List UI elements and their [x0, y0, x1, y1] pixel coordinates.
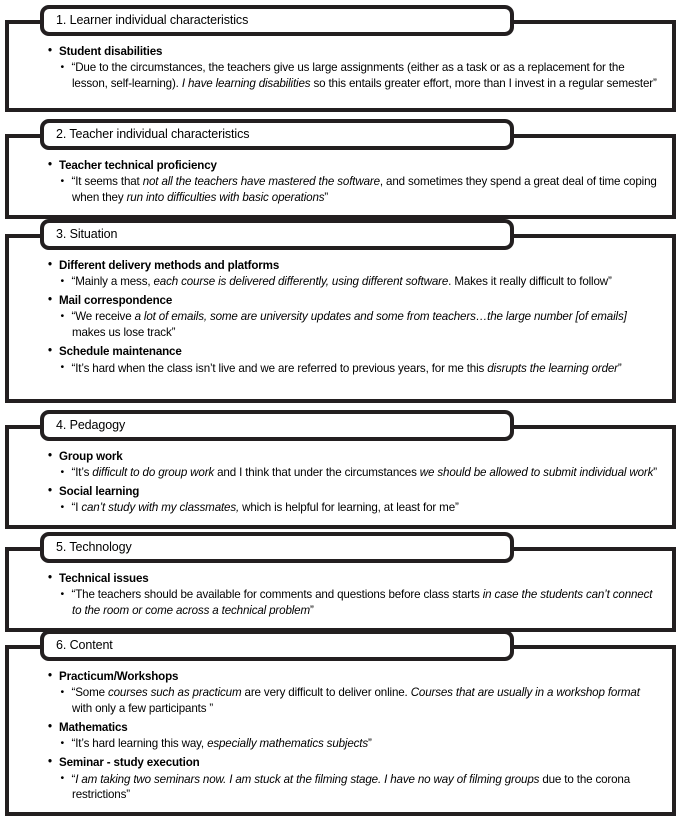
quote-emphasis: especially mathematics subjects	[207, 737, 369, 751]
quote-text: , and sometimes they spend a great deal of time coping when they	[72, 175, 657, 205]
quote-text: ”	[653, 466, 657, 480]
category-header-tab-6	[40, 630, 514, 661]
theme-label: • Social learning	[48, 484, 658, 499]
theme-group	[48, 344, 658, 376]
quote-text: “I	[71, 501, 82, 515]
quote-emphasis: run into difficulties with basic operations	[126, 191, 325, 205]
quote-emphasis: we should be allowed to submit individual work	[419, 466, 654, 480]
theme-quote	[48, 309, 658, 341]
theme-group	[48, 484, 658, 516]
quote-text: “It seems that	[71, 175, 143, 189]
theme-quote	[48, 361, 658, 377]
category-header-tab-1	[40, 5, 514, 36]
theme-group	[48, 755, 658, 803]
quote-text: “We receive	[71, 310, 135, 324]
theme-label: • Mail correspondence	[48, 293, 658, 308]
theme-group	[48, 720, 658, 752]
category-section-3	[5, 227, 676, 403]
theme-label: • Practicum/Workshops	[48, 669, 658, 684]
theme-quote	[48, 500, 658, 516]
quote-text: are very difficult to deliver online.	[241, 686, 411, 700]
theme-group	[48, 669, 658, 717]
theme-group	[48, 571, 658, 619]
theme-group	[48, 44, 658, 92]
theme-label: • Student disabilities	[48, 44, 658, 59]
category-section-2	[5, 127, 676, 219]
category-body-3	[9, 238, 672, 385]
category-header-label: 4. Pedagogy	[56, 418, 126, 433]
category-body-6	[9, 649, 672, 812]
quote-emphasis: not all the teachers have mastered the software	[142, 175, 380, 189]
category-section-4	[5, 418, 676, 529]
quote-text: “It’s hard learning this way,	[71, 737, 208, 751]
theme-group	[48, 158, 658, 206]
theme-quote	[48, 772, 658, 804]
quote-emphasis: each course is delivered differently, using different software	[153, 275, 449, 289]
quote-emphasis: disrupts the learning order	[487, 361, 618, 375]
quote-emphasis: difficult to do group work	[92, 466, 215, 480]
quote-emphasis: I have learning disabilities	[181, 77, 311, 91]
quote-text: . Makes it really difficult to follow”	[448, 275, 612, 289]
category-header-label: 6. Content	[56, 638, 113, 653]
quote-text: “It’s hard when the class isn’t live and we are referred to previous years, for me this	[71, 361, 488, 375]
theme-group	[48, 449, 658, 481]
quote-text: “Some	[71, 686, 108, 700]
quote-text: “Due to the circumstances, the teachers give us large assignments (either as a task or as a replacement for the lesson, self-learning).	[71, 61, 625, 91]
theme-label: • Different delivery methods and platforms	[48, 258, 658, 273]
theme-group	[48, 258, 658, 290]
quote-emphasis: courses such as practicum	[107, 686, 242, 700]
category-header-tab-4	[40, 410, 514, 441]
quote-text: “The teachers should be available for comments and questions before class starts	[71, 588, 483, 602]
quote-text: ”	[368, 737, 372, 751]
quote-text: makes us lose track”	[72, 326, 176, 340]
theme-quote	[48, 465, 658, 481]
theme-label: • Teacher technical proficiency	[48, 158, 658, 173]
quote-text: “	[71, 772, 76, 786]
quote-emphasis: can’t study with my classmates,	[81, 501, 240, 515]
theme-quote	[48, 174, 658, 206]
category-section-6	[5, 638, 676, 816]
theme-label: • Group work	[48, 449, 658, 464]
category-header-label: 1. Learner individual characteristics	[56, 13, 249, 28]
theme-label: • Technical issues	[48, 571, 658, 586]
theme-quote	[48, 587, 658, 619]
quote-text: “It’s	[71, 466, 93, 480]
theme-quote	[48, 60, 658, 92]
category-header-tab-2	[40, 119, 514, 150]
quote-text: with only a few participants ”	[72, 702, 214, 716]
theme-group	[48, 293, 658, 341]
theme-label: • Schedule maintenance	[48, 344, 658, 359]
category-header-label: 5. Technology	[56, 540, 132, 555]
quote-text: which is helpful for learning, at least for me”	[239, 501, 459, 515]
quote-text: and I think that under the circumstances	[214, 466, 420, 480]
category-section-5	[5, 540, 676, 632]
quote-text: “Mainly a mess,	[71, 275, 154, 289]
theme-quote	[48, 736, 658, 752]
category-header-label: 2. Teacher individual characteristics	[56, 127, 250, 142]
theme-quote	[48, 274, 658, 290]
quote-text: ”	[324, 191, 329, 205]
category-header-tab-3	[40, 219, 514, 250]
category-header-label: 3. Situation	[56, 227, 118, 242]
quote-emphasis: a lot of emails, some are university updates and some from teachers…the large number [of emails]	[134, 310, 627, 324]
quote-text: ”	[309, 604, 314, 618]
category-header-tab-5	[40, 532, 514, 563]
category-section-1	[5, 13, 676, 112]
category-body-4	[9, 429, 672, 525]
quote-emphasis: Courses that are usually in a workshop format	[410, 686, 640, 700]
quote-text: ”	[617, 361, 622, 375]
quote-text: so this entails greater effort, more than I invest in a regular semester”	[310, 77, 657, 91]
quote-text: due to the corona restrictions”	[72, 772, 631, 802]
theme-label: • Seminar - study execution	[48, 755, 658, 770]
theme-quote	[48, 685, 658, 717]
quote-emphasis: in case the students can’t connect to the room or come across a technical problem	[72, 588, 653, 618]
theme-label: • Mathematics	[48, 720, 658, 735]
quote-emphasis: I am taking two seminars now. I am stuck at the filming stage. I have no way of filming groups	[75, 772, 540, 786]
